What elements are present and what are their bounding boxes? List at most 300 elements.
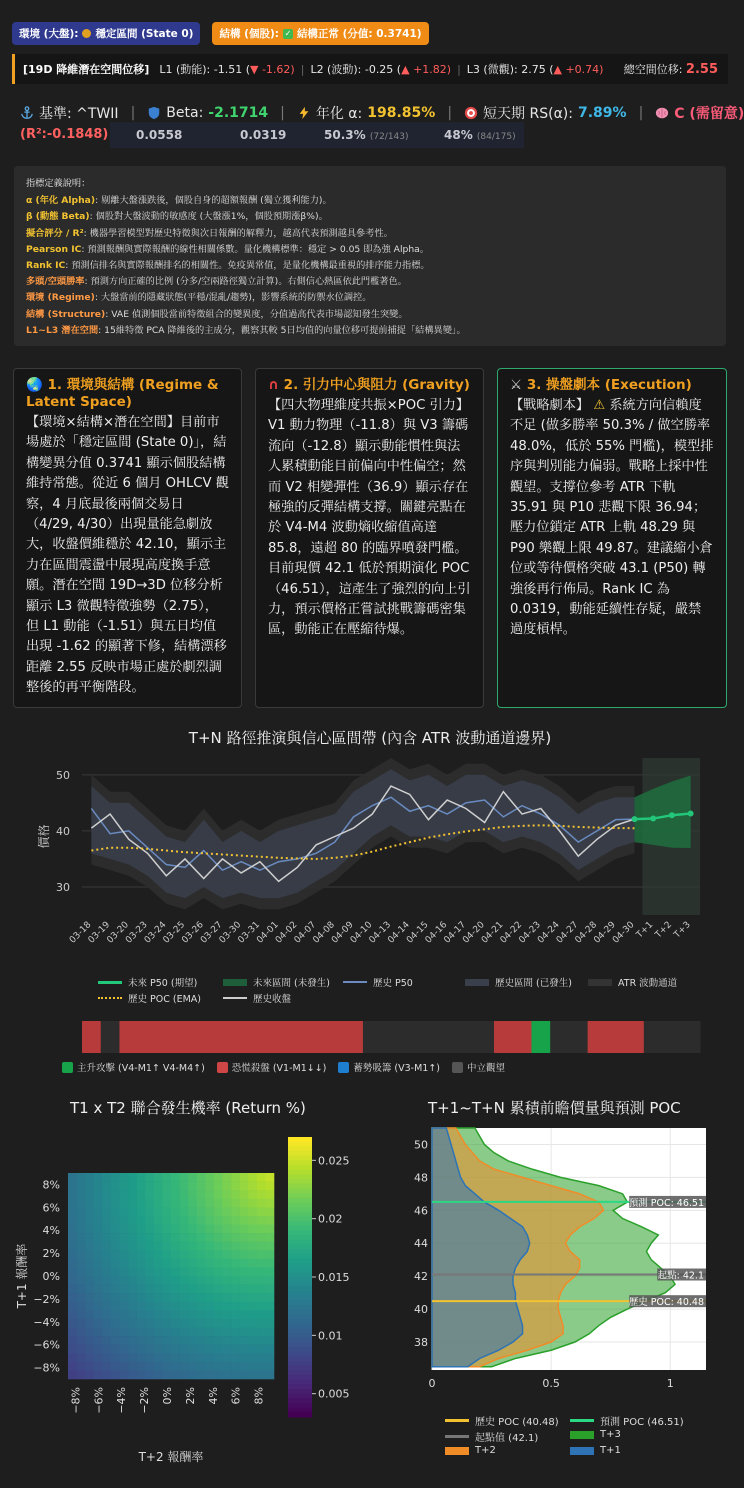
heatmap-cell: [265, 1370, 274, 1379]
heatmap-cell: [248, 1267, 257, 1276]
heatmap-cell: [180, 1302, 189, 1311]
x-axis-label: T+2 報酬率: [138, 1450, 204, 1464]
heatmap-cell: [137, 1362, 146, 1371]
heatmap-cell: [77, 1242, 86, 1251]
heatmap-cell: [240, 1362, 249, 1371]
colorbar-step: [288, 1249, 312, 1254]
colorbar-step: [288, 1156, 312, 1161]
heatmap-cell: [68, 1293, 77, 1302]
heatmap-cell: [188, 1199, 197, 1208]
heatmap-cell: [111, 1199, 120, 1208]
heatmap-cell: [102, 1276, 111, 1285]
legend-start: 起點值 (42.1): [445, 1429, 538, 1444]
heatmap-cell: [120, 1259, 129, 1268]
heatmap-cell: [231, 1190, 240, 1199]
heatmap-cell: [188, 1302, 197, 1311]
y-tick-label: 30: [56, 880, 70, 894]
heatmap-cell: [111, 1285, 120, 1294]
heatmap-cell: [197, 1362, 206, 1371]
heatmap-cell: [120, 1225, 129, 1234]
heatmap-cell: [77, 1207, 86, 1216]
heatmap-cell: [111, 1345, 120, 1354]
heatmap-cell: [257, 1319, 266, 1328]
heatmap-cell: [102, 1173, 111, 1182]
heatmap-cell: [180, 1259, 189, 1268]
heatmap-cell: [128, 1353, 137, 1362]
heatmap-cell: [111, 1302, 120, 1311]
heatmap-cell: [265, 1190, 274, 1199]
heatmap-cell: [205, 1182, 214, 1191]
heatmap-cell: [68, 1199, 77, 1208]
heatmap-cell: [240, 1276, 249, 1285]
heatmap-cell: [102, 1190, 111, 1199]
heatmap-cell: [154, 1225, 163, 1234]
heatmap-cell: [188, 1310, 197, 1319]
heatmap-cell: [188, 1207, 197, 1216]
lightning-icon: [297, 106, 311, 120]
main-chart-title: T+N 路徑推演與信心區間帶 (內含 ATR 波動通道邊界): [188, 729, 552, 747]
heatmap-cell: [214, 1216, 223, 1225]
heatmap-cell: [68, 1182, 77, 1191]
heatmap-cell: [162, 1328, 171, 1337]
regime-cell: [550, 1021, 569, 1053]
heatmap-cell: [197, 1353, 206, 1362]
heatmap-cell: [154, 1319, 163, 1328]
heatmap-cell: [188, 1319, 197, 1328]
colorbar-step: [288, 1268, 312, 1273]
heatmap-cell: [85, 1216, 94, 1225]
heatmap-cell: [102, 1233, 111, 1242]
heatmap-cell: [111, 1310, 120, 1319]
regime-cell: [457, 1021, 476, 1053]
heatmap-cell: [240, 1173, 249, 1182]
heatmap-cell: [162, 1216, 171, 1225]
heatmap-cell: [102, 1302, 111, 1311]
heatmap-cell: [145, 1285, 154, 1294]
heatmap-cell: [223, 1353, 232, 1362]
heatmap-cell: [214, 1370, 223, 1379]
rs-metric: [464, 103, 627, 123]
heatmap-cell: [240, 1207, 249, 1216]
heatmap-cell: [231, 1225, 240, 1234]
regime-cell: [119, 1021, 138, 1053]
heatmap-cell: [154, 1328, 163, 1337]
heatmap-cell: [111, 1233, 120, 1242]
heatmap-cell: [223, 1259, 232, 1268]
heatmap-cell: [145, 1182, 154, 1191]
colorbar-step: [288, 1333, 312, 1338]
heatmap-cell: [145, 1250, 154, 1259]
x-tick-label: 04-24: [536, 920, 562, 946]
heatmap-cell: [94, 1345, 103, 1354]
heatmap-cell: [77, 1328, 86, 1337]
x-tick-label: 04-08: [311, 920, 337, 946]
heatmap-cell: [68, 1207, 77, 1216]
heatmap-cell: [214, 1225, 223, 1234]
colorbar-step: [288, 1408, 312, 1413]
heatmap-cell: [102, 1182, 111, 1191]
heatmap-cell: [188, 1250, 197, 1259]
heatmap-cell: [265, 1285, 274, 1294]
x-tick-label: 03-30: [217, 920, 244, 946]
x-tick-label: 8%: [252, 1387, 266, 1405]
regime-card-title: 🌏 1. 環境與結構 (Regime & Latent Space): [26, 377, 219, 410]
heatmap-cell: [197, 1182, 206, 1191]
heatmap-cell: [231, 1242, 240, 1251]
regime-cell: [288, 1021, 307, 1053]
heatmap-cell: [68, 1233, 77, 1242]
colorbar-step: [288, 1170, 312, 1175]
heatmap-cell: [197, 1216, 206, 1225]
latent-l1-delta: ▼ -1.62): [250, 62, 295, 76]
heatmap-cell: [77, 1173, 86, 1182]
grade-value: C (需留意): [674, 106, 744, 122]
heatmap-cell: [197, 1328, 206, 1337]
heatmap-cell: [120, 1345, 129, 1354]
legend-atr: ATR 波動通道: [588, 975, 677, 989]
heatmap-cell: [180, 1285, 189, 1294]
heatmap-cell: [94, 1353, 103, 1362]
globe-icon: 🌏: [26, 377, 43, 393]
colorbar-step: [288, 1403, 312, 1408]
heatmap-cell: [231, 1345, 240, 1354]
heatmap-cell: [240, 1310, 249, 1319]
x-tick-label: 04-15: [405, 920, 431, 946]
heatmap-cell: [94, 1199, 103, 1208]
heatmap-cell: [162, 1310, 171, 1319]
heatmap-cell: [188, 1190, 197, 1199]
heatmap-cell: [265, 1336, 274, 1345]
heatmap-cell: [197, 1319, 206, 1328]
heatmap-cell: [205, 1328, 214, 1337]
heatmap-cell: [94, 1328, 103, 1337]
regime-cell: [382, 1021, 401, 1053]
heatmap-cell: [137, 1190, 146, 1199]
heatmap-cell: [137, 1225, 146, 1234]
x-tick-label: T+2: [653, 920, 675, 941]
heatmap-cell: [85, 1190, 94, 1199]
colorbar-tick-label: 0.025: [318, 1154, 350, 1168]
heatmap-cell: [180, 1173, 189, 1182]
colorbar-step: [288, 1193, 312, 1198]
level-label: 預測 POC: 46.51: [628, 1197, 704, 1209]
heatmap-cell: [111, 1293, 120, 1302]
heatmap-cell: [154, 1353, 163, 1362]
heatmap-cell: [85, 1250, 94, 1259]
heatmap-cell: [205, 1362, 214, 1371]
heatmap-cell: [128, 1225, 137, 1234]
heatmap-cell: [205, 1199, 214, 1208]
x-tick-label: 6%: [229, 1387, 243, 1405]
heatmap-cell: [154, 1242, 163, 1251]
heatmap-cell: [77, 1319, 86, 1328]
x-tick-label: 04-07: [292, 920, 319, 946]
magnet-icon: ∩: [268, 377, 279, 393]
heatmap-cell: [197, 1267, 206, 1276]
colorbar-step: [288, 1370, 312, 1375]
heatmap-cell: [197, 1233, 206, 1242]
heatmap-cell: [120, 1310, 129, 1319]
heatmap-cell: [85, 1336, 94, 1345]
heatmap-cell: [137, 1276, 146, 1285]
regime-cell: [194, 1021, 213, 1053]
colorbar-step: [288, 1272, 312, 1277]
heatmap-cell: [145, 1267, 154, 1276]
regime-cell: [475, 1021, 494, 1053]
colorbar-step: [288, 1226, 312, 1231]
colorbar-step: [288, 1216, 312, 1221]
colorbar-step: [288, 1184, 312, 1189]
heatmap-cell: [240, 1293, 249, 1302]
heatmap-cell: [162, 1259, 171, 1268]
heatmap-cell: [137, 1182, 146, 1191]
colorbar-step: [288, 1188, 312, 1193]
heatmap-cell: [154, 1285, 163, 1294]
heatmap-cell: [77, 1370, 86, 1379]
heatmap-cell: [111, 1362, 120, 1371]
heatmap-cell: [265, 1310, 274, 1319]
heatmap-cell: [248, 1276, 257, 1285]
heatmap-cell: [265, 1362, 274, 1371]
x-tick-label: 04-13: [367, 920, 394, 946]
heatmap-cell: [128, 1259, 137, 1268]
regime-cell: [569, 1021, 588, 1053]
heatmap-cell: [102, 1242, 111, 1251]
colorbar-step: [288, 1142, 312, 1147]
colorbar-tick-label: 0.01: [318, 1329, 343, 1343]
heatmap-cell: [188, 1285, 197, 1294]
regime-cell: [681, 1021, 700, 1053]
heatmap-cell: [257, 1353, 266, 1362]
heatmap-cell: [180, 1336, 189, 1345]
heatmap-cell: [180, 1182, 189, 1191]
heatmap-cell: [214, 1293, 223, 1302]
heatmap-cell: [223, 1328, 232, 1337]
heatmap-cell: [128, 1250, 137, 1259]
heatmap-cell: [154, 1293, 163, 1302]
heatmap-cell: [137, 1336, 146, 1345]
heatmap-cell: [205, 1310, 214, 1319]
heatmap-cell: [85, 1328, 94, 1337]
colorbar-step: [288, 1258, 312, 1263]
heatmap-cell: [94, 1250, 103, 1259]
definition-item: 多頭/空頭勝率: 預測方向正確的比例 (分多/空兩路徑獨立計算)。右側信心熱區依此門檻著色。: [26, 276, 407, 288]
path-projection-chart: [0, 750, 740, 1010]
heatmap-cell: [214, 1362, 223, 1371]
colorbar-step: [288, 1296, 312, 1301]
legend-hist-poc: 歷史 POC (40.48): [445, 1413, 559, 1428]
heatmap-cell: [154, 1362, 163, 1371]
heatmap-cell: [77, 1250, 86, 1259]
heatmap-cell: [214, 1319, 223, 1328]
heatmap-cell: [171, 1362, 180, 1371]
heatmap-cell: [180, 1190, 189, 1199]
heatmap-cell: [240, 1259, 249, 1268]
heatmap-cell: [265, 1259, 274, 1268]
x-tick-label: −8%: [69, 1387, 83, 1414]
execution-card-body: 【戰略劇本】 ⚠ 系統方向信賴度不足 (做多勝率 50.3% / 做空勝率 48.0%，低於 55% 門檻)，模型排序與判別能力偏弱。戰略上採中性觀望。支撐位參考 ATR 下軌 35.91 與 P10 悲觀下限 36.94；壓力位鎖定 ATR 上軌 48.29 與 P90 樂觀上限 49.87。建議縮小倉位或等待價格突破 43.1 (P50) 轉強後再行佈局。Rank IC 為 0.0319，動能延續性存疑，嚴禁過度槓桿。: [510, 398, 714, 638]
heatmap-cell: [180, 1293, 189, 1302]
heatmap-cell: [128, 1302, 137, 1311]
heatmap-cell: [128, 1328, 137, 1337]
heatmap-cell: [231, 1293, 240, 1302]
regime-cell: [82, 1021, 101, 1053]
colorbar-step: [288, 1198, 312, 1203]
heatmap-cell: [231, 1336, 240, 1345]
heatmap-cell: [120, 1250, 129, 1259]
latent-l1: L1 (動能): -1.51 (: [159, 63, 250, 76]
colorbar-step: [288, 1389, 312, 1394]
heatmap-cell: [120, 1190, 129, 1199]
heatmap-cell: [248, 1173, 257, 1182]
heatmap-cell: [77, 1225, 86, 1234]
level-label: 起點: 42.1: [657, 1270, 704, 1282]
heatmap-cell: [180, 1319, 189, 1328]
legend-hist-band: 歷史區間 (已發生): [465, 975, 572, 989]
heatmap-cell: [145, 1242, 154, 1251]
colorbar-step: [288, 1291, 312, 1296]
y-tick-label: 50: [414, 1138, 428, 1152]
legend-close: 歷史收盤: [223, 991, 291, 1005]
heatmap-cell: [257, 1190, 266, 1199]
heatmap-cell: [145, 1328, 154, 1337]
heatmap-cell: [120, 1207, 129, 1216]
regime-strip: [0, 1018, 740, 1054]
colorbar-step: [288, 1137, 312, 1142]
heatmap-cell: [240, 1336, 249, 1345]
definition-item: 環境 (Regime): 大盤當前的隱藏狀態(平穩/混亂/趨勢)，影響系統的防禦水位調控。: [26, 292, 372, 304]
heatmap-cell: [205, 1285, 214, 1294]
heatmap-cell: [231, 1353, 240, 1362]
heatmap-cell: [197, 1345, 206, 1354]
heatmap-cell: [257, 1199, 266, 1208]
colorbar-step: [288, 1342, 312, 1347]
heatmap-cell: [265, 1293, 274, 1302]
colorbar-step: [288, 1277, 312, 1282]
heatmap-cell: [77, 1199, 86, 1208]
heatmap-cell: [248, 1242, 257, 1251]
x-tick-label: 4%: [206, 1387, 220, 1405]
y-axis-label: T+1 報酬率: [15, 1243, 29, 1309]
heatmap-cell: [102, 1370, 111, 1379]
long-winrate: 50.3% (72/143): [324, 128, 409, 142]
heatmap-cell: [171, 1310, 180, 1319]
heatmap-cell: [128, 1267, 137, 1276]
legend-pred-poc: 預測 POC (46.51): [570, 1413, 684, 1428]
heatmap-cell: [128, 1362, 137, 1371]
heatmap-cell: [102, 1225, 111, 1234]
heatmap-cell: [231, 1173, 240, 1182]
legend-hist-p50: 歷史 P50: [343, 975, 413, 989]
heatmap-cell: [145, 1225, 154, 1234]
heatmap-cell: [188, 1353, 197, 1362]
heatmap-cell: [137, 1328, 146, 1337]
heatmap-cell: [85, 1276, 94, 1285]
regime-cell: [176, 1021, 195, 1053]
heatmap-cell: [120, 1182, 129, 1191]
y-tick-label: 40: [414, 1303, 428, 1317]
heatmap-cell: [257, 1250, 266, 1259]
heatmap-cell: [171, 1336, 180, 1345]
heatmap-cell: [85, 1319, 94, 1328]
heatmap-cell: [205, 1353, 214, 1362]
heatmap-cell: [137, 1199, 146, 1208]
regime-badge-value: 穩定區間 (State 0): [95, 28, 194, 40]
heatmap-cell: [77, 1293, 86, 1302]
heatmap-cell: [102, 1207, 111, 1216]
heatmap-cell: [154, 1207, 163, 1216]
heatmap-cell: [102, 1250, 111, 1259]
ic-winrate-row: [110, 122, 524, 148]
heatmap-cell: [102, 1353, 111, 1362]
beta-label: Beta:: [166, 105, 204, 121]
heatmap-cell: [85, 1370, 94, 1379]
y-tick-label: 0%: [42, 1270, 60, 1283]
heatmap-cell: [214, 1328, 223, 1337]
legend-t3: T+3: [570, 1429, 621, 1440]
heatmap-cell: [223, 1310, 232, 1319]
heatmap-cell: [240, 1319, 249, 1328]
colorbar-step: [288, 1347, 312, 1352]
x-tick-label: −4%: [115, 1387, 129, 1414]
heatmap-cell: [223, 1319, 232, 1328]
heatmap-cell: [197, 1242, 206, 1251]
legend-future-p50: 未來 P50 (期望): [98, 975, 197, 989]
y-tick-label: −4%: [33, 1315, 60, 1329]
x-tick-label: 04-30: [611, 920, 637, 946]
heatmap-cell: [128, 1242, 137, 1251]
regime-card: [13, 368, 242, 708]
heatmap-cell: [214, 1353, 223, 1362]
heatmap-cell: [214, 1285, 223, 1294]
heatmap-cell: [68, 1267, 77, 1276]
heatmap-cell: [145, 1336, 154, 1345]
regime-badge: [12, 22, 200, 45]
heatmap-cell: [77, 1310, 86, 1319]
heatmap-cell: [154, 1310, 163, 1319]
regime-cell: [531, 1021, 550, 1053]
x-tick-label: 04-21: [479, 920, 506, 946]
regime-cell: [138, 1021, 157, 1053]
volume-profile-legend: [445, 1413, 725, 1463]
heatmap-cell: [85, 1225, 94, 1234]
heatmap-cell: [188, 1276, 197, 1285]
heatmap-cell: [223, 1190, 232, 1199]
heatmap-cell: [68, 1328, 77, 1337]
heatmap-cell: [120, 1293, 129, 1302]
heatmap-cell: [128, 1310, 137, 1319]
heatmap-cell: [240, 1328, 249, 1337]
x-tick-label: 03-19: [86, 920, 113, 946]
heatmap-cell: [171, 1259, 180, 1268]
heatmap-cell: [257, 1242, 266, 1251]
heatmap-cell: [231, 1182, 240, 1191]
heatmap-cell: [248, 1362, 257, 1371]
regime-legend-accum: 蓄勢吸籌 (V3-M1↑): [338, 1060, 440, 1074]
heatmap-cell: [128, 1173, 137, 1182]
regime-legend: [62, 1060, 505, 1074]
execution-card: [497, 368, 727, 708]
heatmap-cell: [128, 1216, 137, 1225]
heatmap-cell: [248, 1233, 257, 1242]
regime-cell: [419, 1021, 438, 1053]
regime-cell: [513, 1021, 532, 1053]
x-tick-label: 04-28: [573, 920, 600, 946]
x-tick-label: 0.5: [542, 1377, 560, 1390]
heatmap-cell: [180, 1207, 189, 1216]
heatmap-cell: [248, 1353, 257, 1362]
heatmap-cell: [120, 1328, 129, 1337]
